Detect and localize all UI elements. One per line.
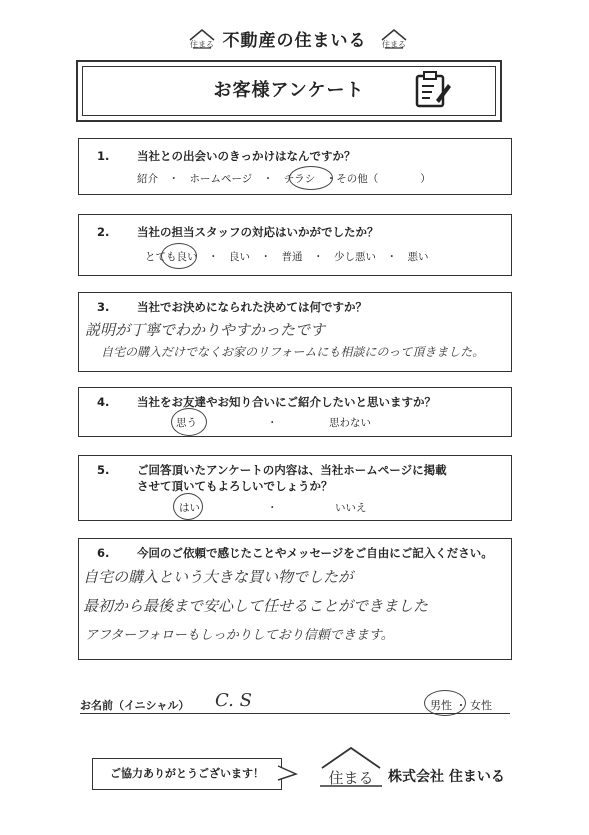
question-5-box	[78, 455, 512, 521]
question-4-box	[78, 387, 512, 437]
question-3-box	[78, 292, 512, 372]
brand-name: 不動産の住まいる	[222, 31, 367, 51]
question-2	[97, 224, 379, 240]
question-6-box	[78, 538, 512, 660]
question-2-text: 当社の担当スタッフの対応はいかがでしたか？	[137, 225, 379, 239]
question-4-text: 当社をお友達やお知り合いにご紹介したいと思いますか？	[137, 395, 436, 409]
house-logo-icon-right	[380, 28, 408, 50]
question-1-number: 1.	[97, 149, 110, 163]
footer-house-mark-text: 住まる	[328, 769, 374, 787]
name-label: お名前（イニシャル）	[80, 699, 190, 712]
question-1-selected-circle	[289, 166, 333, 190]
question-2-options: とても良い ・ 良い ・ 普通 ・ 少し悪い ・ 悪い	[145, 251, 429, 263]
question-4-option-yes: 思う	[176, 417, 197, 429]
question-5-number: 5.	[97, 463, 110, 477]
question-2-selected-circle	[161, 243, 197, 269]
question-2-box	[78, 214, 512, 276]
question-6-answer-line-1: 自宅の購入という大きな買い物でしたが	[83, 568, 354, 586]
house-mark-text: 住まる	[382, 40, 406, 49]
question-1-text: 当社との出会いのきっかけはなんですか？	[137, 149, 356, 163]
question-4-option-no: 思わない	[329, 417, 371, 429]
question-1-box	[78, 138, 512, 195]
question-3-number: 3.	[97, 300, 110, 314]
question-5	[97, 462, 447, 478]
gender-male: 男性	[430, 699, 452, 712]
question-5-text-line-2: させて頂いてもよろしいでしょうか？	[137, 479, 333, 493]
question-3-answer-line-2: 自宅の購入だけでなくお家のリフォームにも相談にのって頂きました。	[101, 345, 485, 359]
speech-tail-icon	[276, 762, 298, 784]
question-6-number: 6.	[97, 546, 110, 560]
question-1	[97, 148, 356, 164]
question-3-answer-line-1: 説明が丁寧でわかりやすかったです	[85, 321, 326, 339]
name-value: C. S	[215, 690, 252, 711]
thanks-bubble: ご協力ありがとうございます！	[92, 758, 282, 790]
question-5-text: ご回答頂いたアンケートの内容は、当社ホームページに掲載	[137, 463, 447, 477]
name-underline	[80, 713, 510, 714]
question-4	[97, 394, 436, 410]
question-6	[97, 545, 493, 561]
question-6-answer-line-3: アフターフォローもしっかりしており信頼できます。	[85, 628, 394, 643]
question-5-option-sep: ・	[267, 502, 278, 514]
question-3-text: 当社でお決めになられた決めては何ですか？	[137, 300, 367, 314]
question-6-answer-line-2: 最初から最後まで安心して任せることができました	[83, 597, 429, 615]
gender-female: 女性	[470, 699, 492, 712]
house-logo-icon-footer	[318, 746, 384, 790]
question-3	[97, 299, 367, 315]
question-6-text: 今回のご依頼で感じたことやメッセージをご自由にご記入ください。	[137, 546, 493, 560]
question-4-option-sep: ・	[267, 417, 278, 429]
survey-title: お客様アンケート	[213, 80, 365, 101]
question-5-option-no: いいえ	[335, 502, 367, 514]
question-4-selected-circle	[171, 408, 207, 436]
question-2-number: 2.	[97, 225, 110, 239]
clipboard-icon	[412, 70, 452, 110]
survey-title-frame	[76, 60, 502, 122]
question-5-option-yes: はい	[179, 502, 200, 514]
question-1-options: 紹介 ・ ホームページ ・ チラシ ・その他（ ）	[137, 173, 431, 185]
brand-header	[0, 26, 589, 56]
company-name: 株式会社 住まいる	[388, 769, 505, 785]
question-5-selected-circle	[173, 493, 203, 520]
house-mark-text: 住まる	[190, 40, 214, 49]
question-4-number: 4.	[97, 395, 110, 409]
gender-separator: ・	[455, 699, 467, 712]
